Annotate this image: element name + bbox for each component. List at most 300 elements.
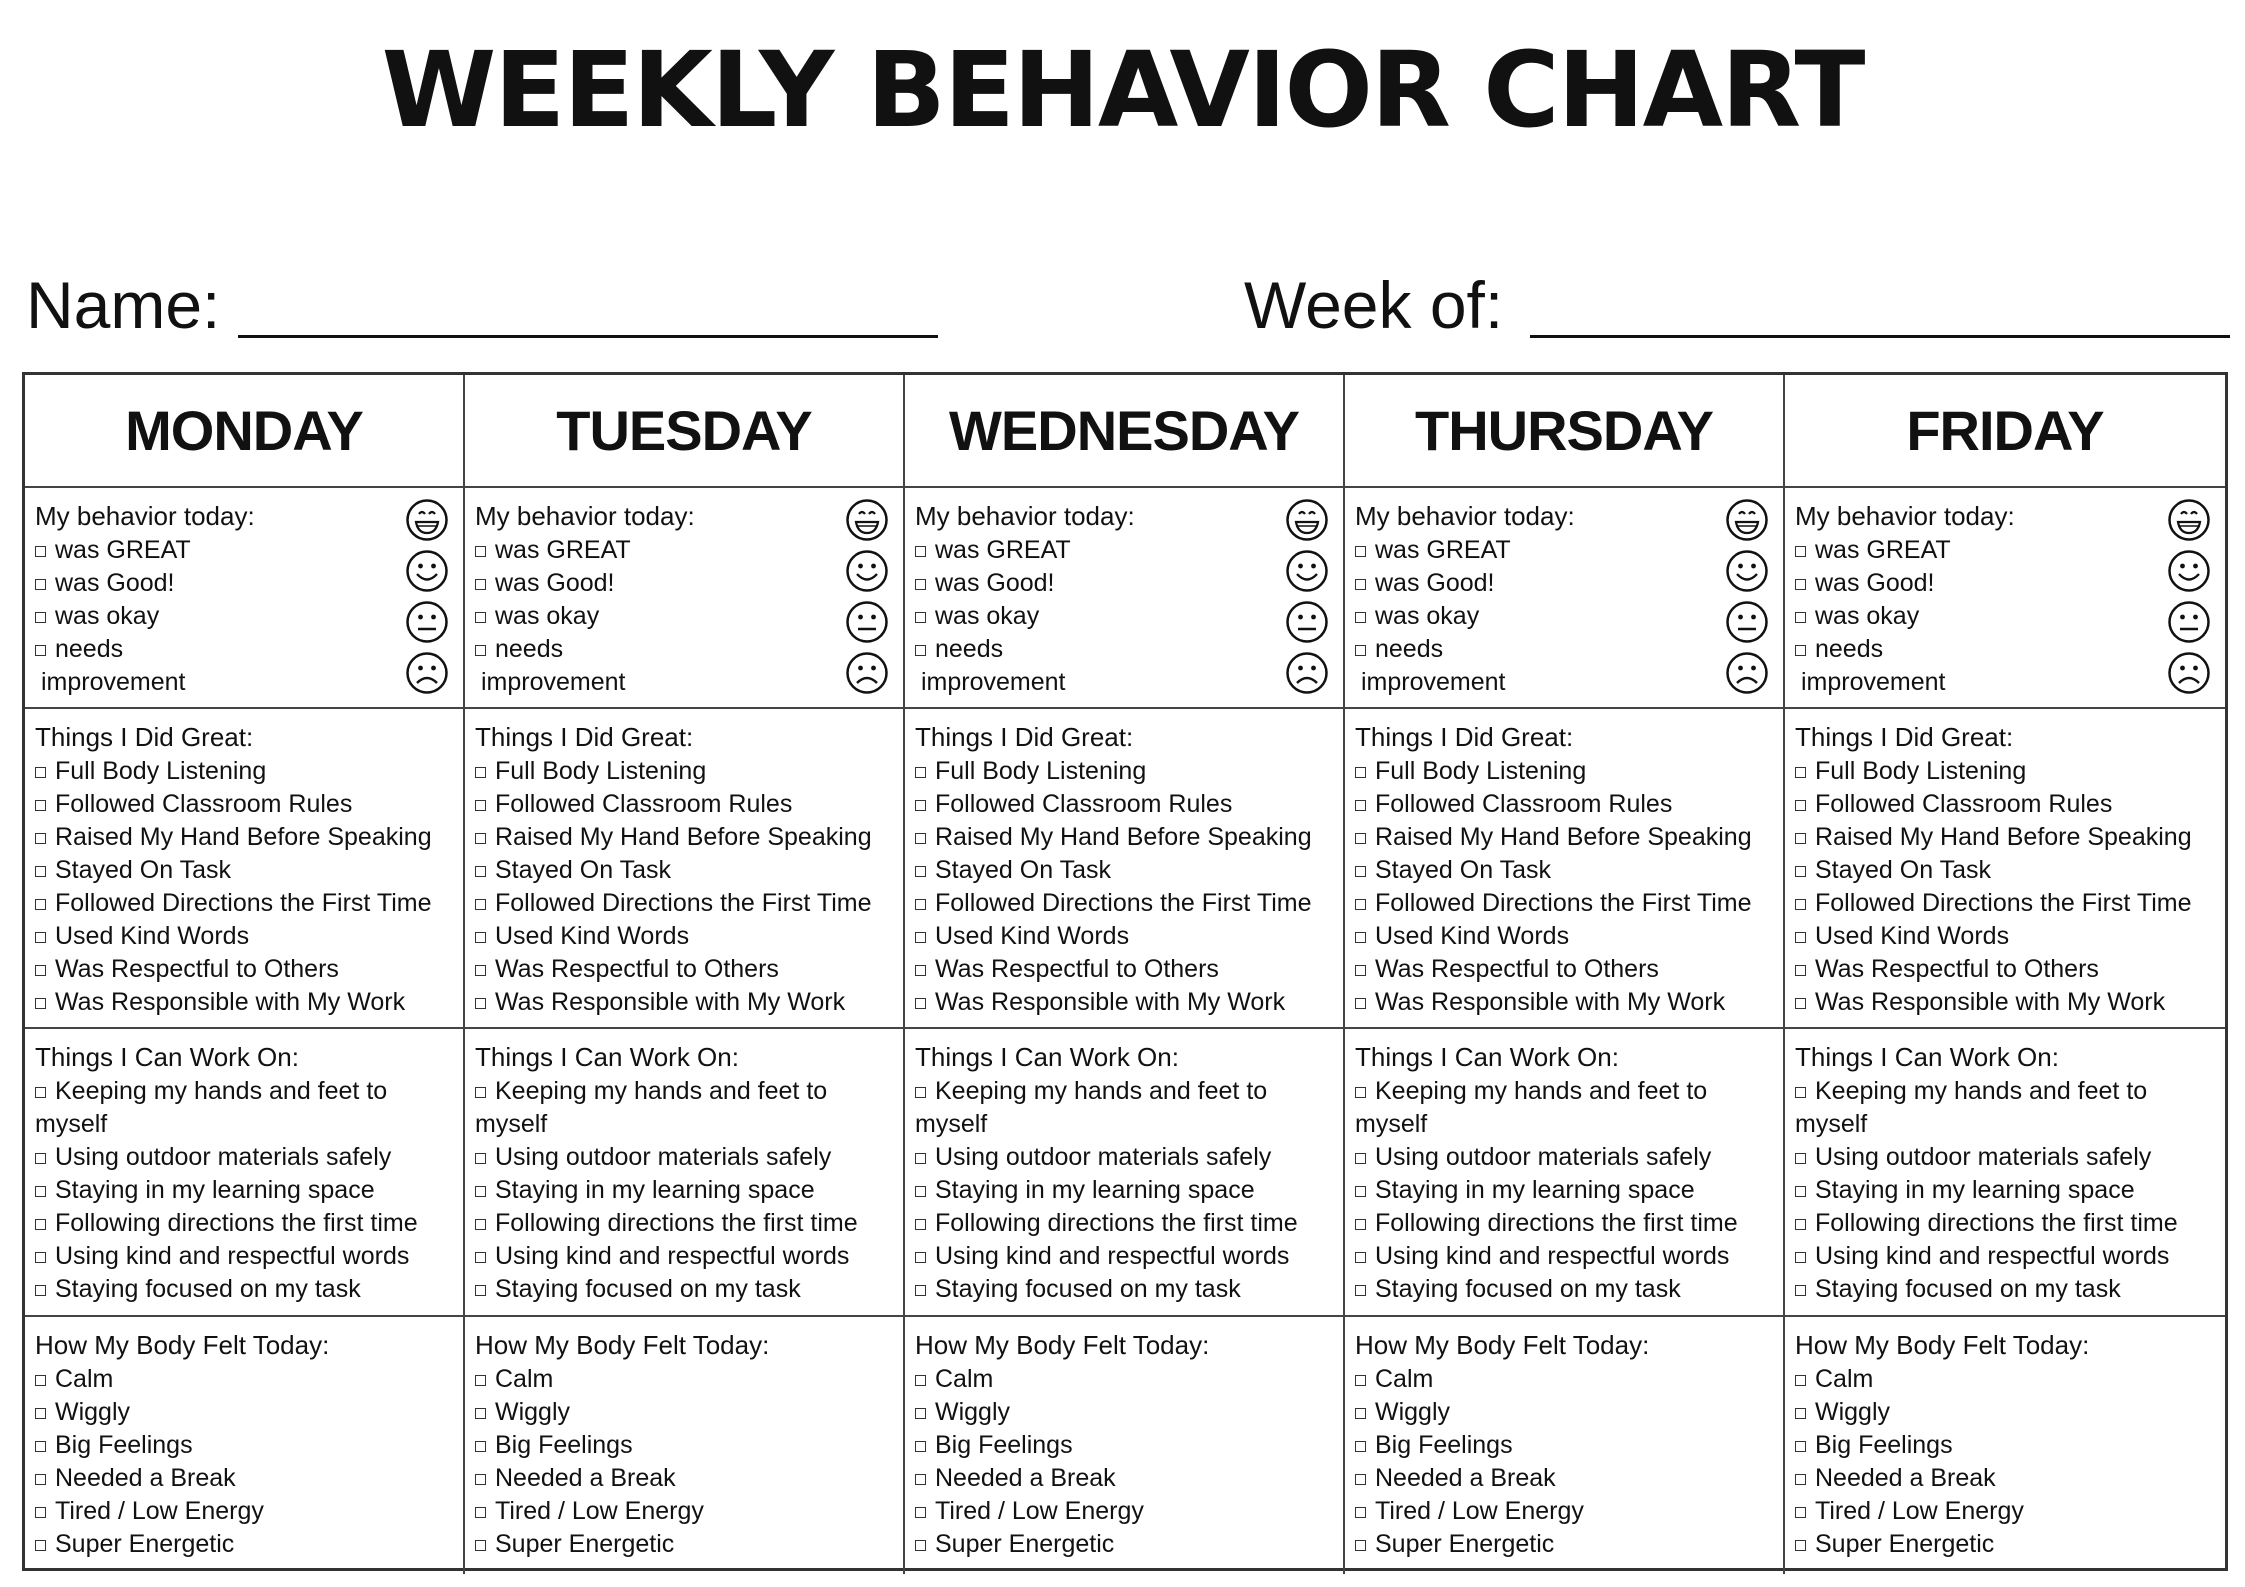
checkbox[interactable] — [1355, 1375, 1366, 1386]
did-great-item[interactable] — [475, 887, 893, 920]
did-great-item-label: Used Kind Words — [1815, 922, 2010, 950]
checkbox[interactable] — [1795, 866, 1806, 877]
grinning-face-icon — [845, 498, 889, 542]
body-felt-item-label: Big Feelings — [55, 1431, 193, 1459]
work-on-item-label: Using outdoor materials safely — [55, 1143, 392, 1171]
checkbox[interactable] — [915, 546, 926, 557]
day-header-1: TUESDAY — [465, 375, 905, 488]
checkbox[interactable] — [915, 1441, 926, 1452]
behavior-option-label: was GREAT — [1375, 536, 1511, 564]
checkbox[interactable] — [915, 1375, 926, 1386]
body-felt-item[interactable] — [475, 1396, 893, 1429]
work-on-item[interactable] — [915, 1240, 1333, 1273]
did-great-item[interactable] — [915, 854, 1333, 887]
checkbox[interactable] — [35, 546, 46, 557]
checkbox[interactable] — [1795, 1441, 1806, 1452]
checkbox[interactable] — [475, 645, 486, 656]
did-great-item[interactable] — [35, 887, 453, 920]
checkbox[interactable] — [1355, 1252, 1366, 1263]
behavior-option[interactable] — [1795, 633, 2215, 666]
checkbox[interactable] — [915, 1186, 926, 1197]
did-great-item[interactable] — [1795, 821, 2215, 854]
checkbox[interactable] — [1355, 1540, 1366, 1551]
checkbox[interactable] — [1795, 833, 1806, 844]
did-great-item[interactable] — [915, 953, 1333, 986]
did-great-item-label: Stayed On Task — [1815, 856, 1992, 884]
work-on-item-label: Staying in my learning space — [1375, 1176, 1695, 1204]
body-felt-item[interactable] — [1355, 1495, 1773, 1528]
behavior-option[interactable] — [915, 534, 1333, 567]
checkbox[interactable] — [915, 833, 926, 844]
checkbox[interactable] — [915, 899, 926, 910]
behavior-title: My behavior today: — [475, 501, 695, 531]
did-great-item[interactable] — [1795, 755, 2215, 788]
work-on-list — [35, 1075, 453, 1306]
did-great-item[interactable] — [475, 854, 893, 887]
work-on-item[interactable] — [475, 1075, 893, 1108]
body-felt-item[interactable] — [35, 1429, 453, 1462]
checkbox[interactable] — [1795, 1153, 1806, 1164]
body-felt-item[interactable] — [915, 1363, 1333, 1396]
checkbox[interactable] — [1355, 932, 1366, 943]
work-on-item[interactable] — [1355, 1273, 1773, 1306]
work-on-item[interactable] — [1795, 1240, 2215, 1273]
checkbox[interactable] — [475, 767, 486, 778]
checkbox[interactable] — [35, 998, 46, 1009]
body-felt-item[interactable] — [1355, 1528, 1773, 1561]
checkbox[interactable] — [475, 1252, 486, 1263]
checkbox[interactable] — [1795, 932, 1806, 943]
did-great-item[interactable] — [1355, 854, 1773, 887]
checkbox[interactable] — [475, 1087, 486, 1098]
behavior-option[interactable] — [475, 534, 893, 567]
behavior-option[interactable] — [35, 633, 453, 666]
work-on-item[interactable] — [475, 1273, 893, 1306]
checkbox[interactable] — [1355, 1408, 1366, 1419]
checkbox[interactable] — [915, 579, 926, 590]
checkbox[interactable] — [1355, 767, 1366, 778]
did-great-list — [35, 755, 453, 1019]
did-great-item[interactable] — [915, 755, 1333, 788]
work-on-item-label: Using kind and respectful words — [935, 1242, 1290, 1270]
checkbox[interactable] — [35, 1087, 46, 1098]
did-great-item[interactable] — [1355, 788, 1773, 821]
body-felt-item[interactable] — [475, 1429, 893, 1462]
name-field[interactable] — [238, 335, 938, 338]
day-header-3: THURSDAY — [1345, 375, 1785, 488]
body-felt-item[interactable] — [1355, 1429, 1773, 1462]
checkbox[interactable] — [475, 1375, 486, 1386]
checkbox[interactable] — [1795, 1186, 1806, 1197]
checkbox[interactable] — [915, 1252, 926, 1263]
body-felt-item[interactable] — [475, 1462, 893, 1495]
did-great-item[interactable] — [35, 788, 453, 821]
work-on-item[interactable] — [915, 1075, 1333, 1108]
checkbox[interactable] — [475, 899, 486, 910]
checkbox[interactable] — [1795, 612, 1806, 623]
did-great-item-label: Was Respectful to Others — [55, 955, 339, 983]
work-on-item[interactable] — [35, 1075, 453, 1108]
checkbox[interactable] — [1355, 998, 1366, 1009]
body-felt-item[interactable] — [475, 1528, 893, 1561]
did-great-item[interactable] — [475, 920, 893, 953]
did-great-item-label: Was Responsible with My Work — [1375, 988, 1726, 1016]
work-on-item[interactable] — [1355, 1240, 1773, 1273]
checkbox[interactable] — [1355, 1507, 1366, 1518]
body-felt-item[interactable] — [915, 1429, 1333, 1462]
checkbox[interactable] — [475, 546, 486, 557]
work-on-item[interactable] — [1355, 1141, 1773, 1174]
frowning-face-icon — [2167, 651, 2211, 695]
body-felt-item[interactable] — [475, 1495, 893, 1528]
checkbox[interactable] — [475, 1540, 486, 1551]
body-felt-item[interactable] — [915, 1462, 1333, 1495]
checkbox[interactable] — [1355, 645, 1366, 656]
checkbox[interactable] — [35, 833, 46, 844]
work-on-item-label: Using outdoor materials safely — [1375, 1143, 1712, 1171]
checkbox[interactable] — [915, 1540, 926, 1551]
behavior-option[interactable] — [35, 600, 453, 633]
work-on-item[interactable] — [1795, 1141, 2215, 1174]
checkbox[interactable] — [915, 645, 926, 656]
checkbox[interactable] — [1795, 1219, 1806, 1230]
work-on-item[interactable] — [35, 1141, 453, 1174]
checkbox[interactable] — [915, 1474, 926, 1485]
checkbox[interactable] — [1795, 546, 1806, 557]
checkbox[interactable] — [35, 1285, 46, 1296]
checkbox[interactable] — [915, 800, 926, 811]
behavior-option[interactable] — [1795, 534, 2215, 567]
did-great-item[interactable] — [1355, 953, 1773, 986]
checkbox[interactable] — [1355, 800, 1366, 811]
checkbox[interactable] — [1355, 899, 1366, 910]
checkbox[interactable] — [1355, 612, 1366, 623]
did-great-item[interactable] — [35, 986, 453, 1019]
checkbox[interactable] — [1355, 965, 1366, 976]
did-great-item[interactable] — [1795, 788, 2215, 821]
work-on-item[interactable] — [1355, 1207, 1773, 1240]
checkbox[interactable] — [35, 612, 46, 623]
week-field[interactable] — [1530, 335, 2230, 338]
checkbox[interactable] — [1355, 1186, 1366, 1197]
checkbox[interactable] — [35, 1507, 46, 1518]
work-on-item[interactable] — [35, 1174, 453, 1207]
behavior-cell — [905, 488, 1345, 709]
behavior-option[interactable] — [1355, 534, 1773, 567]
checkbox[interactable] — [1355, 1153, 1366, 1164]
checkbox[interactable] — [915, 965, 926, 976]
faces-column — [2167, 498, 2211, 695]
checkbox[interactable] — [35, 899, 46, 910]
checkbox[interactable] — [915, 866, 926, 877]
body-felt-item-label: Tired / Low Energy — [55, 1497, 264, 1525]
work-on-item-label: Keeping my hands and feet to — [1375, 1077, 1708, 1105]
checkbox[interactable] — [475, 1507, 486, 1518]
body-felt-item[interactable] — [1355, 1363, 1773, 1396]
body-felt-item-label: Calm — [495, 1365, 554, 1393]
checkbox[interactable] — [475, 866, 486, 877]
body-felt-item[interactable] — [915, 1396, 1333, 1429]
checkbox[interactable] — [1795, 1285, 1806, 1296]
body-felt-item[interactable] — [475, 1363, 893, 1396]
work-on-item-continued: myself — [1795, 1110, 1868, 1138]
checkbox[interactable] — [35, 965, 46, 976]
checkbox[interactable] — [475, 998, 486, 1009]
checkbox[interactable] — [1355, 1441, 1366, 1452]
checkbox[interactable] — [1795, 767, 1806, 778]
body-felt-item[interactable] — [1795, 1528, 2215, 1561]
did-great-cell — [1785, 709, 2225, 1029]
did-great-cell — [465, 709, 905, 1029]
did-great-item-label: Stayed On Task — [55, 856, 232, 884]
checkbox[interactable] — [35, 645, 46, 656]
body-felt-item-label: Wiggly — [1375, 1398, 1451, 1426]
behavior-option[interactable] — [475, 567, 893, 600]
checkbox[interactable] — [915, 612, 926, 623]
checkbox[interactable] — [915, 1285, 926, 1296]
work-on-item[interactable] — [475, 1240, 893, 1273]
behavior-option[interactable] — [475, 633, 893, 666]
checkbox[interactable] — [1795, 1507, 1806, 1518]
behavior-cell — [25, 488, 465, 709]
work-on-title: Things I Can Work On: — [475, 1042, 739, 1072]
checkbox[interactable] — [475, 1285, 486, 1296]
work-on-item-label: Keeping my hands and feet to — [495, 1077, 828, 1105]
checkbox[interactable] — [475, 1186, 486, 1197]
body-felt-item-label: Tired / Low Energy — [495, 1497, 704, 1525]
work-on-item-label: Staying in my learning space — [495, 1176, 815, 1204]
work-on-item[interactable] — [915, 1207, 1333, 1240]
checkbox[interactable] — [1355, 1219, 1366, 1230]
checkbox[interactable] — [915, 1408, 926, 1419]
checkbox[interactable] — [1795, 965, 1806, 976]
checkbox[interactable] — [1355, 1474, 1366, 1485]
body-felt-item[interactable] — [35, 1462, 453, 1495]
behavior-option[interactable] — [915, 567, 1333, 600]
did-great-item-label: Full Body Listening — [55, 757, 267, 785]
body-felt-item[interactable] — [1795, 1495, 2215, 1528]
behavior-option[interactable] — [915, 600, 1333, 633]
checkbox[interactable] — [35, 1474, 46, 1485]
did-great-item[interactable] — [1355, 821, 1773, 854]
work-on-item[interactable] — [475, 1207, 893, 1240]
day-header-0: MONDAY — [25, 375, 465, 488]
work-on-item[interactable] — [915, 1273, 1333, 1306]
body-felt-item[interactable] — [1355, 1396, 1773, 1429]
body-felt-item[interactable] — [35, 1528, 453, 1561]
smiling-face-icon — [1725, 549, 1769, 593]
did-great-item-label: Followed Directions the First Time — [935, 889, 1312, 917]
checkbox[interactable] — [915, 767, 926, 778]
checkbox[interactable] — [915, 1087, 926, 1098]
checkbox[interactable] — [1795, 1252, 1806, 1263]
checkbox[interactable] — [1795, 1408, 1806, 1419]
work-on-item[interactable] — [1795, 1207, 2215, 1240]
work-on-item[interactable] — [915, 1141, 1333, 1174]
did-great-item[interactable] — [1795, 986, 2215, 1019]
did-great-item[interactable] — [35, 755, 453, 788]
checkbox[interactable] — [1355, 546, 1366, 557]
checkbox[interactable] — [35, 866, 46, 877]
work-on-list — [475, 1075, 893, 1306]
did-great-item[interactable] — [915, 821, 1333, 854]
checkbox[interactable] — [475, 612, 486, 623]
checkbox[interactable] — [35, 767, 46, 778]
did-great-item[interactable] — [915, 986, 1333, 1019]
checkbox[interactable] — [35, 1186, 46, 1197]
did-great-item[interactable] — [475, 821, 893, 854]
checkbox[interactable] — [915, 998, 926, 1009]
body-felt-item[interactable] — [35, 1363, 453, 1396]
checkbox[interactable] — [475, 932, 486, 943]
checkbox[interactable] — [475, 965, 486, 976]
did-great-item[interactable] — [915, 788, 1333, 821]
work-on-item-label: Keeping my hands and feet to — [935, 1077, 1268, 1105]
checkbox[interactable] — [35, 1441, 46, 1452]
checkbox[interactable] — [35, 1252, 46, 1263]
behavior-option-continued: improvement — [41, 668, 186, 696]
checkbox[interactable] — [1795, 1474, 1806, 1485]
did-great-item-label: Full Body Listening — [1815, 757, 2027, 785]
behavior-option[interactable] — [1795, 600, 2215, 633]
checkbox[interactable] — [35, 800, 46, 811]
did-great-item-label: Was Responsible with My Work — [1815, 988, 2166, 1016]
work-on-item[interactable] — [915, 1174, 1333, 1207]
checkbox[interactable] — [1795, 645, 1806, 656]
did-great-item[interactable] — [35, 821, 453, 854]
faces-column — [1285, 498, 1329, 695]
checkbox[interactable] — [1795, 1375, 1806, 1386]
checkbox[interactable] — [1795, 998, 1806, 1009]
checkbox[interactable] — [475, 1441, 486, 1452]
checkbox[interactable] — [1355, 833, 1366, 844]
body-felt-item[interactable] — [35, 1495, 453, 1528]
did-great-item[interactable] — [35, 920, 453, 953]
did-great-item[interactable] — [915, 920, 1333, 953]
work-on-item[interactable] — [1795, 1273, 2215, 1306]
work-on-item[interactable] — [35, 1273, 453, 1306]
work-on-item[interactable] — [1355, 1075, 1773, 1108]
body-felt-item[interactable] — [915, 1528, 1333, 1561]
body-felt-item[interactable] — [1795, 1429, 2215, 1462]
behavior-option-continued: improvement — [1361, 668, 1506, 696]
checkbox[interactable] — [35, 932, 46, 943]
behavior-option[interactable] — [915, 633, 1333, 666]
checkbox[interactable] — [915, 1219, 926, 1230]
checkbox[interactable] — [1795, 899, 1806, 910]
checkbox[interactable] — [35, 579, 46, 590]
body-felt-item-label: Needed a Break — [1375, 1464, 1556, 1492]
checkbox[interactable] — [475, 833, 486, 844]
did-great-item[interactable] — [1355, 920, 1773, 953]
checkbox[interactable] — [1355, 579, 1366, 590]
did-great-item-label: Followed Classroom Rules — [1815, 790, 2113, 818]
checkbox[interactable] — [35, 1408, 46, 1419]
body-felt-item[interactable] — [915, 1495, 1333, 1528]
checkbox[interactable] — [915, 932, 926, 943]
neutral-face-icon — [845, 600, 889, 644]
checkbox[interactable] — [1795, 1540, 1806, 1551]
body-felt-item-label: Needed a Break — [935, 1464, 1116, 1492]
checkbox[interactable] — [1355, 1087, 1366, 1098]
body-felt-item[interactable] — [1795, 1363, 2215, 1396]
did-great-item[interactable] — [475, 755, 893, 788]
checkbox[interactable] — [1795, 1087, 1806, 1098]
checkbox[interactable] — [475, 800, 486, 811]
did-great-item[interactable] — [475, 788, 893, 821]
work-on-title: Things I Can Work On: — [1795, 1042, 2059, 1072]
did-great-item[interactable] — [1355, 986, 1773, 1019]
behavior-option-label: needs — [495, 635, 564, 663]
did-great-item[interactable] — [475, 953, 893, 986]
checkbox[interactable] — [35, 1153, 46, 1164]
did-great-item-label: Used Kind Words — [935, 922, 1130, 950]
work-on-item[interactable] — [35, 1207, 453, 1240]
work-on-item[interactable] — [35, 1240, 453, 1273]
checkbox[interactable] — [1795, 579, 1806, 590]
did-great-item[interactable] — [1795, 920, 2215, 953]
did-great-item[interactable] — [35, 854, 453, 887]
checkbox[interactable] — [915, 1507, 926, 1518]
did-great-item[interactable] — [35, 953, 453, 986]
behavior-options — [915, 534, 1333, 699]
did-great-item[interactable] — [1795, 887, 2215, 920]
body-felt-item-label: Calm — [1375, 1365, 1434, 1393]
behavior-option[interactable] — [1355, 567, 1773, 600]
behavior-title: My behavior today: — [1795, 501, 2015, 531]
did-great-item-label: Used Kind Words — [1375, 922, 1570, 950]
behavior-option[interactable] — [1355, 600, 1773, 633]
did-great-item-label: Followed Classroom Rules — [55, 790, 353, 818]
did-great-item[interactable] — [915, 887, 1333, 920]
did-great-item-label: Raised My Hand Before Speaking — [1815, 823, 2192, 851]
did-great-item[interactable] — [1355, 755, 1773, 788]
checkbox[interactable] — [475, 1408, 486, 1419]
did-great-item[interactable] — [1355, 887, 1773, 920]
body-felt-item[interactable] — [1795, 1462, 2215, 1495]
work-on-item[interactable] — [475, 1141, 893, 1174]
checkbox[interactable] — [475, 1219, 486, 1230]
work-on-item[interactable] — [475, 1174, 893, 1207]
work-on-item[interactable] — [1355, 1174, 1773, 1207]
checkbox[interactable] — [915, 1153, 926, 1164]
work-on-item[interactable] — [1795, 1174, 2215, 1207]
behavior-option[interactable] — [475, 600, 893, 633]
checkbox[interactable] — [475, 579, 486, 590]
checkbox[interactable] — [35, 1219, 46, 1230]
checkbox[interactable] — [1795, 800, 1806, 811]
behavior-option[interactable] — [35, 534, 453, 567]
behavior-option-label: was Good! — [495, 569, 615, 597]
body-felt-item[interactable] — [1795, 1396, 2215, 1429]
checkbox[interactable] — [35, 1540, 46, 1551]
checkbox[interactable] — [475, 1153, 486, 1164]
did-great-item[interactable] — [1795, 854, 2215, 887]
body-felt-item[interactable] — [1355, 1462, 1773, 1495]
behavior-option[interactable] — [1355, 633, 1773, 666]
checkbox[interactable] — [1355, 1285, 1366, 1296]
checkbox[interactable] — [35, 1375, 46, 1386]
checkbox[interactable] — [1355, 866, 1366, 877]
behavior-option[interactable] — [35, 567, 453, 600]
did-great-item[interactable] — [1795, 953, 2215, 986]
body-felt-item[interactable] — [35, 1396, 453, 1429]
behavior-option[interactable] — [1795, 567, 2215, 600]
body-felt-item-label: Big Feelings — [1815, 1431, 1953, 1459]
work-on-item[interactable] — [1795, 1075, 2215, 1108]
checkbox[interactable] — [475, 1474, 486, 1485]
did-great-item[interactable] — [475, 986, 893, 1019]
